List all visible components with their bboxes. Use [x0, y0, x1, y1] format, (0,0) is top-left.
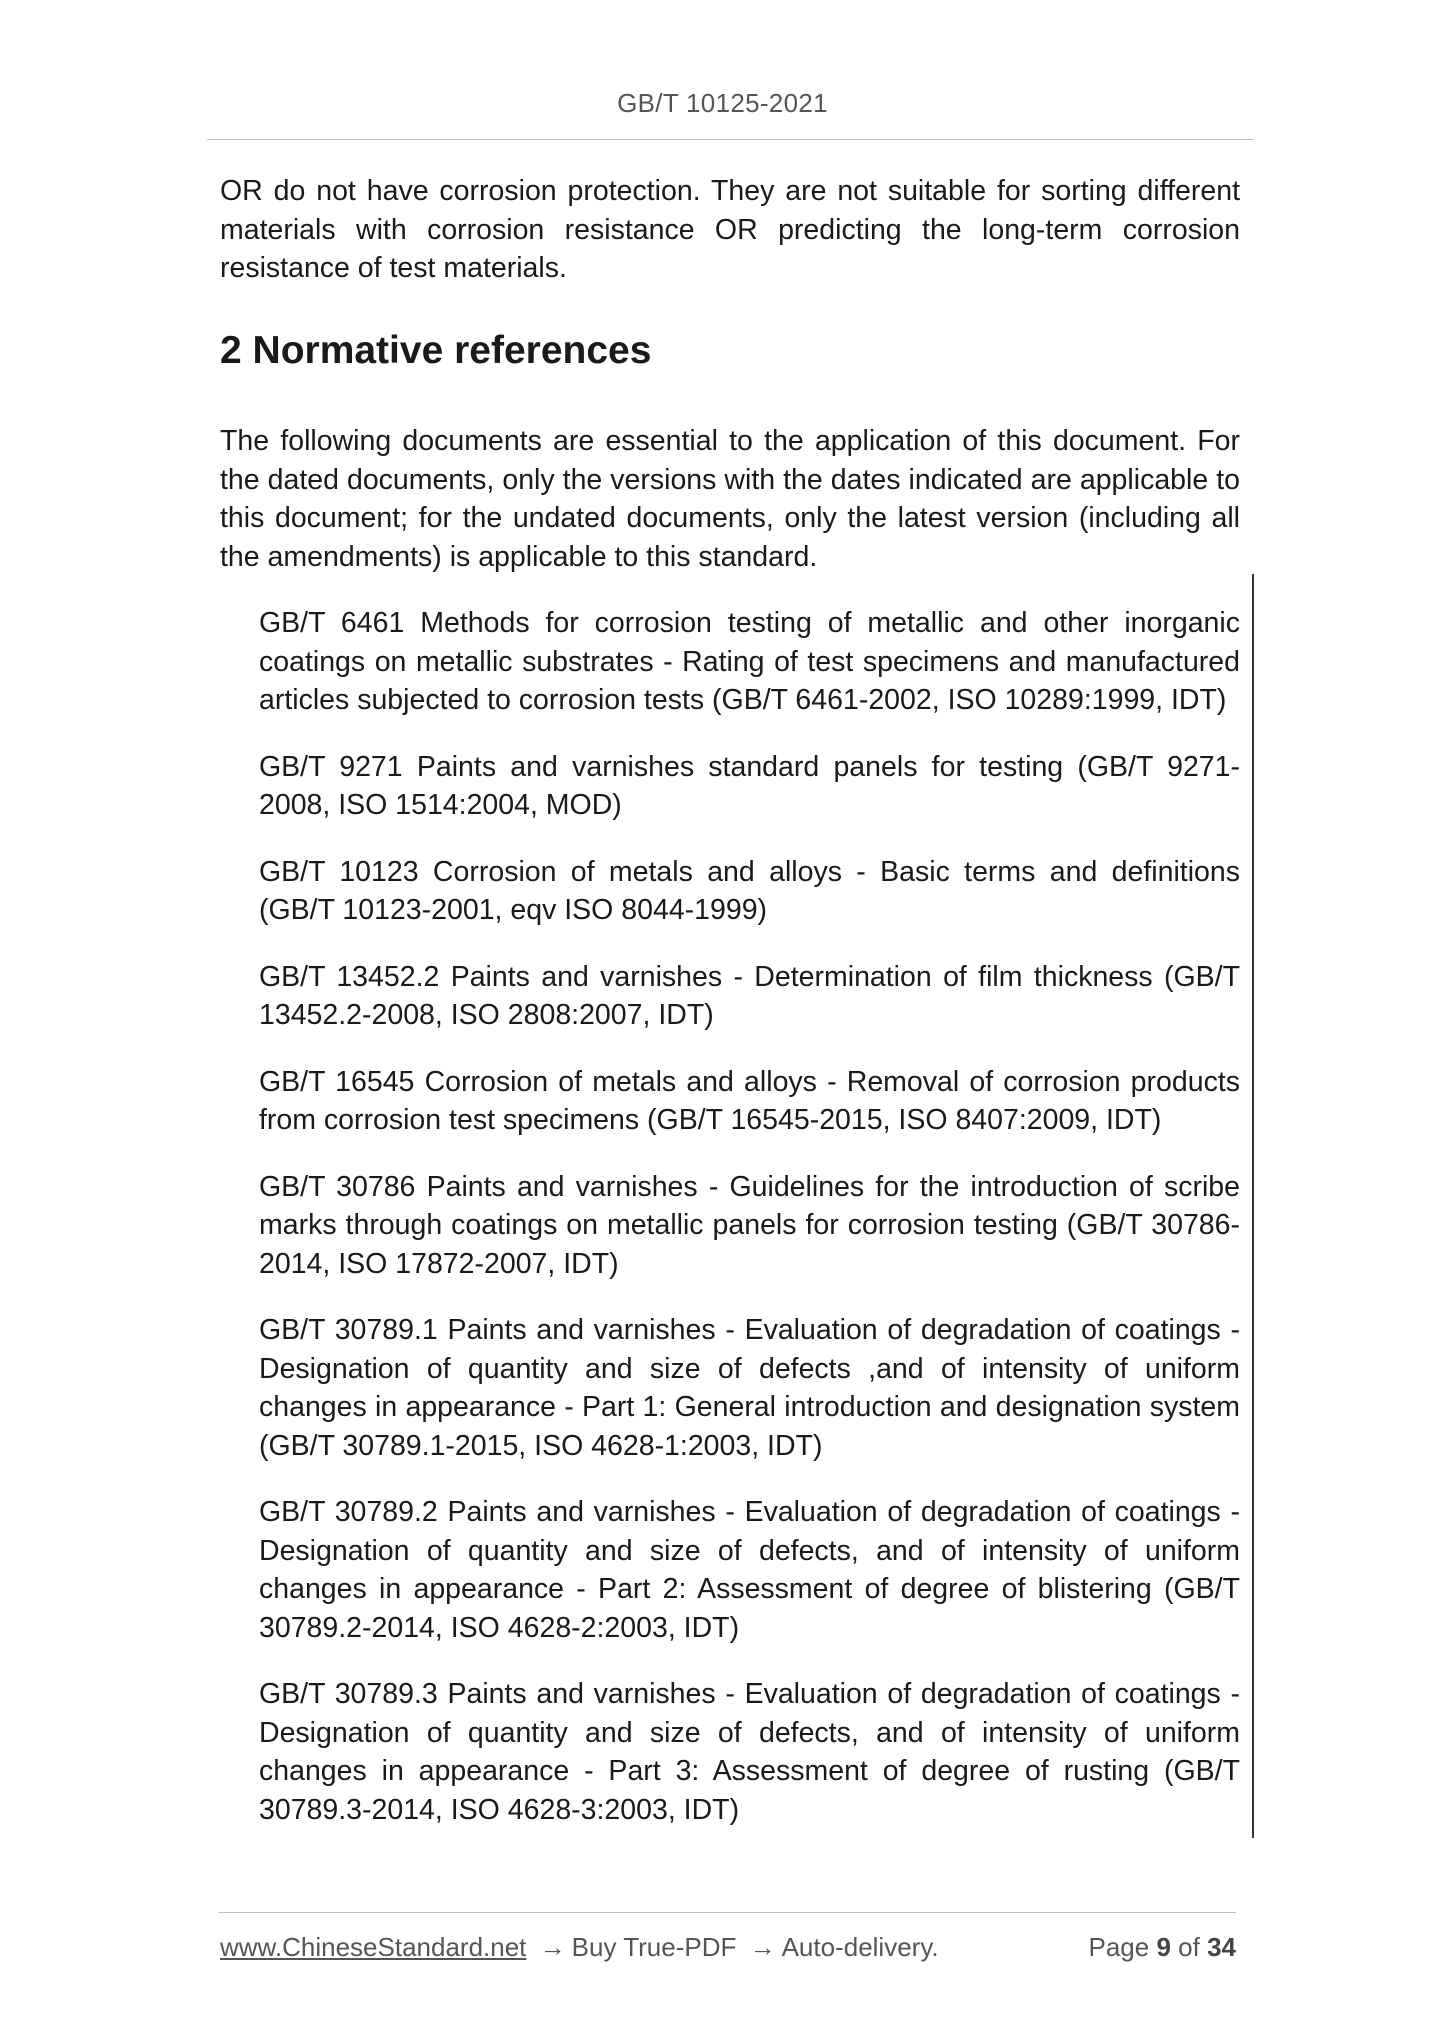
reference-item: GB/T 6461 Methods for corrosion testing of metallic and other inorganic coatings on metallic substrates - Rating of test specimens and manufactured articles subjected to corrosion tests (GB/T 6461-2002, ISO 10289:1999, IDT) [259, 607, 1240, 716]
page-label: Page [1088, 1932, 1150, 1962]
reference-item: GB/T 30786 Paints and varnishes - Guidelines for the introduction of scribe marks through coatings on metallic panels for corrosion testing (GB/T 30786-2014, ISO 17872-2007, IDT) [259, 1170, 1240, 1280]
arrow-right-icon: → [539, 1932, 566, 1962]
section-paragraph: The following documents are essential to the application of this document. For the dated documents, only the versions with the dates indicated are applicable to this document; for the undated documents, only the latest version (including all the amendments) is applicable to this standard. [220, 425, 1240, 573]
section-title: 2 Normative references [220, 329, 652, 372]
reference-item: GB/T 9271 Paints and varnishes standard panels for testing (GB/T 9271-2008, ISO 1514:2004, MOD) [259, 750, 1240, 821]
page-total: 34 [1207, 1932, 1236, 1962]
footer-divider [218, 1912, 1236, 1913]
page-footer [220, 1932, 1236, 1963]
change-bar [1252, 574, 1254, 1838]
arrow-right-icon: → [749, 1932, 776, 1962]
reference-item: GB/T 10123 Corrosion of metals and alloys - Basic terms and definitions (GB/T 10123-2001, eqv ISO 8044-1999) [259, 855, 1240, 926]
page-current: 9 [1156, 1932, 1171, 1962]
reference-item: GB/T 30789.1 Paints and varnishes - Evaluation of degradation of coatings - Designation of quantity and size of defects ,and of intensity of uniform changes in appearance - Part 1: General introduction and designation system (GB/T 30789.1-2015, ISO 4628-1:2003, IDT) [259, 1314, 1240, 1462]
page-header: GB/T 10125-2021 [617, 88, 828, 118]
website-link[interactable]: www.ChineseStandard.net [220, 1932, 527, 1962]
page-of: of [1178, 1932, 1200, 1962]
footer-links [220, 1932, 939, 1963]
intro-paragraph: OR do not have corrosion protection. They are not suitable for sorting different materials with corrosion resistance OR predicting the long-term corrosion resistance of test materials. [220, 175, 1240, 284]
page-indicator [1088, 1932, 1236, 1963]
delivery-text: Auto-delivery. [781, 1932, 939, 1962]
reference-list [259, 604, 1240, 1857]
header-divider [207, 139, 1254, 140]
reference-item: GB/T 30789.3 Paints and varnishes - Evaluation of degradation of coatings - Designation of quantity and size of defects, and of intensity of uniform changes in appearance - Part 3: Assessment of degree of rusting (GB/T 30789.3-2014, ISO 4628-3:2003, IDT) [259, 1678, 1240, 1826]
reference-item: GB/T 13452.2 Paints and varnishes - Determination of film thickness (GB/T 13452.2-2008, ISO 2808:2007, IDT) [259, 960, 1240, 1031]
reference-item: GB/T 30789.2 Paints and varnishes - Evaluation of degradation of coatings - Designation of quantity and size of defects, and of intensity of uniform changes in appearance - Part 2: Assessment of degree of blistering (GB/T 30789.2-2014, ISO 4628-2:2003, IDT) [259, 1496, 1240, 1644]
buy-text: Buy True-PDF [571, 1932, 737, 1962]
reference-item: GB/T 16545 Corrosion of metals and alloys - Removal of corrosion products from corrosion test specimens (GB/T 16545-2015, ISO 8407:2009, IDT) [259, 1065, 1240, 1136]
